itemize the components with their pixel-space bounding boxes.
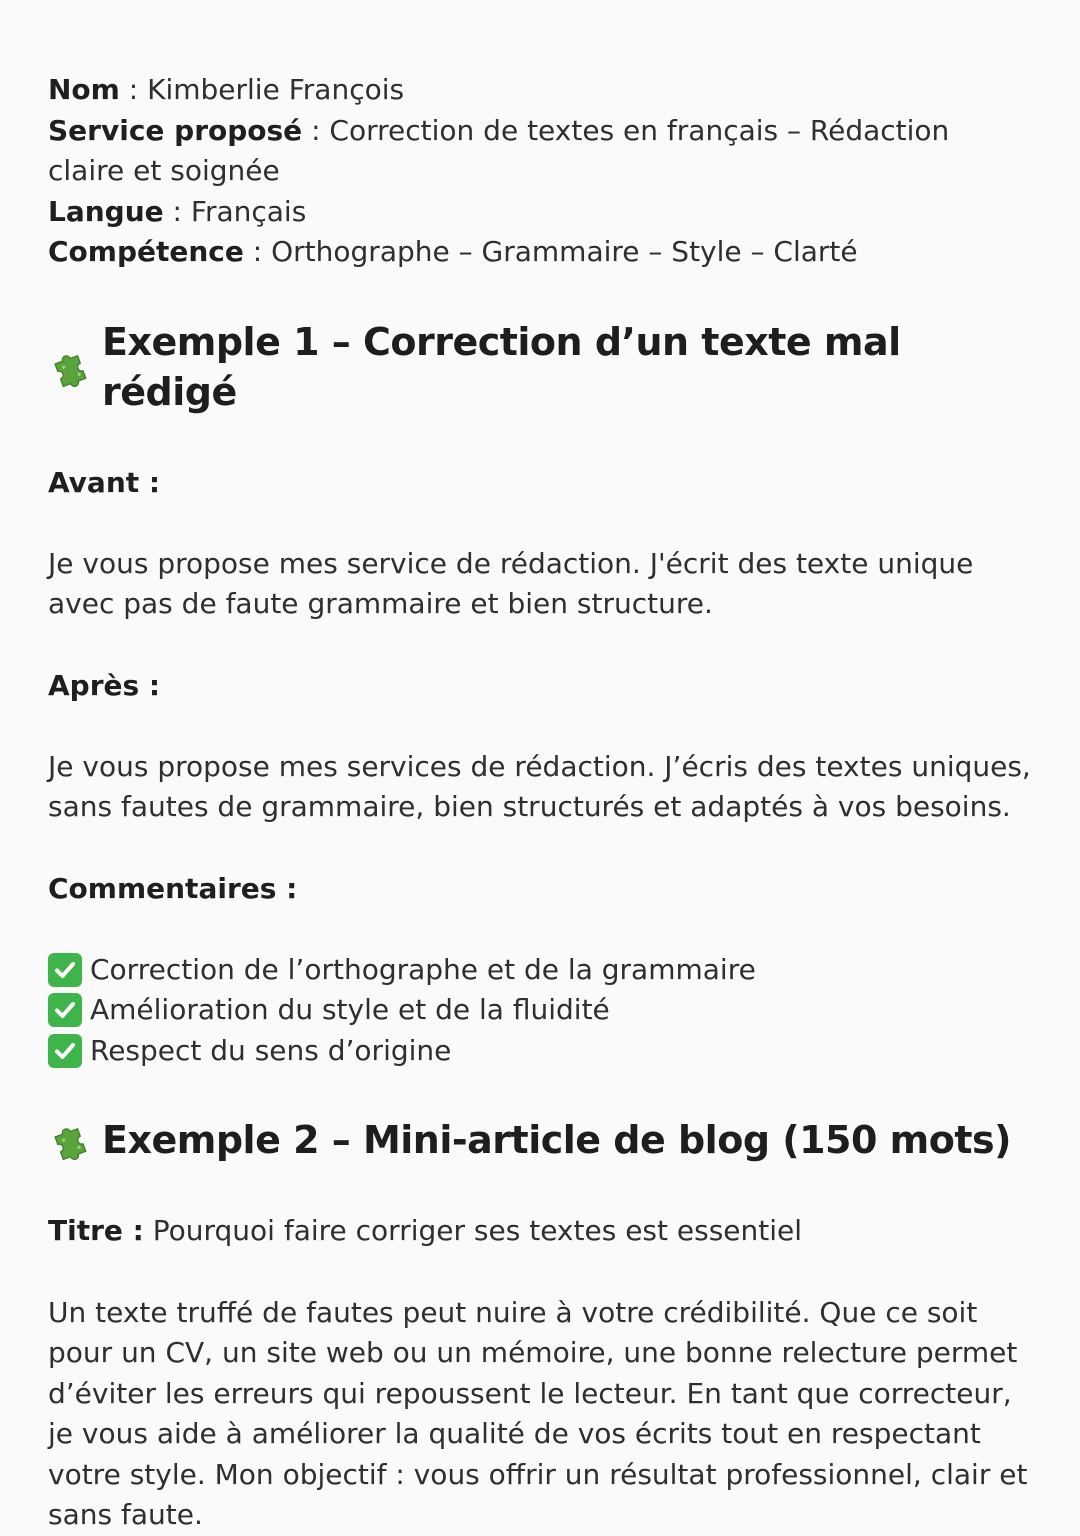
service-value: : Correction de textes en français – Rédaction claire et soignée xyxy=(48,113,950,187)
list-item xyxy=(48,1031,1032,1072)
list-item xyxy=(48,990,1032,1031)
comment-checklist xyxy=(48,950,1032,1072)
meta-langue xyxy=(48,192,1032,233)
puzzle-piece-icon xyxy=(48,345,92,389)
titre-value: Pourquoi faire corriger ses textes est essentiel xyxy=(143,1214,803,1247)
example1-heading xyxy=(48,317,1032,417)
check-text: Correction de l’orthographe et de la grammaire xyxy=(90,952,756,986)
puzzle-piece-icon xyxy=(48,1118,92,1162)
check-mark-button-icon xyxy=(48,1034,82,1068)
check-mark-button-icon xyxy=(48,953,82,987)
service-label: Service proposé xyxy=(48,113,303,147)
article-body: Un texte truffé de fautes peut nuire à votre crédibilité. Que ce soit pour un CV, un site web ou un mémoire, une bonne relecture permet d’éviter les erreurs qui repoussent le lecteur. En tant que correcteur, je vous aide à améliorer la qualité de vos écrits tout en respectant votre style. Mon objectif : vous offrir un résultat professionnel, clair et sans faute. xyxy=(48,1295,1028,1531)
meta-service xyxy=(48,111,1032,192)
nom-label: Nom xyxy=(48,73,120,106)
titre-label: Titre : xyxy=(48,1214,144,1247)
meta-nom xyxy=(48,70,1032,111)
commentaires-label: Commentaires : xyxy=(48,871,298,905)
avant-label: Avant : xyxy=(48,465,161,499)
apres-text: Je vous propose mes services de rédaction. J’écris des textes uniques, sans fautes de grammaire, bien structurés et adaptés à vos besoins. xyxy=(48,749,1031,823)
meta-competence xyxy=(48,232,1032,273)
competence-value: : Orthographe – Grammaire – Style – Clarté xyxy=(243,235,858,268)
avant-text: Je vous propose mes service de rédaction. J'écrit des texte unique avec pas de faute grammaire et bien structure. xyxy=(48,546,974,620)
check-text: Respect du sens d’origine xyxy=(90,1033,452,1067)
langue-value: : Français xyxy=(163,194,307,228)
apres-label: Après : xyxy=(48,668,161,702)
langue-label: Langue xyxy=(48,194,164,228)
nom-value: : Kimberlie François xyxy=(119,73,405,106)
example2-heading-text: Exemple 2 – Mini-article de blog (150 mots) xyxy=(102,1118,1012,1162)
competence-label: Compétence xyxy=(48,235,244,268)
example1-heading-text: Exemple 1 – Correction d’un texte mal rédigé xyxy=(102,319,901,414)
profile-meta xyxy=(48,70,1032,273)
list-item xyxy=(48,950,1032,991)
example2-heading xyxy=(48,1115,1032,1165)
check-mark-button-icon xyxy=(48,993,82,1027)
check-text: Amélioration du style et de la fluidité xyxy=(90,993,610,1026)
article-title xyxy=(48,1211,1032,1252)
